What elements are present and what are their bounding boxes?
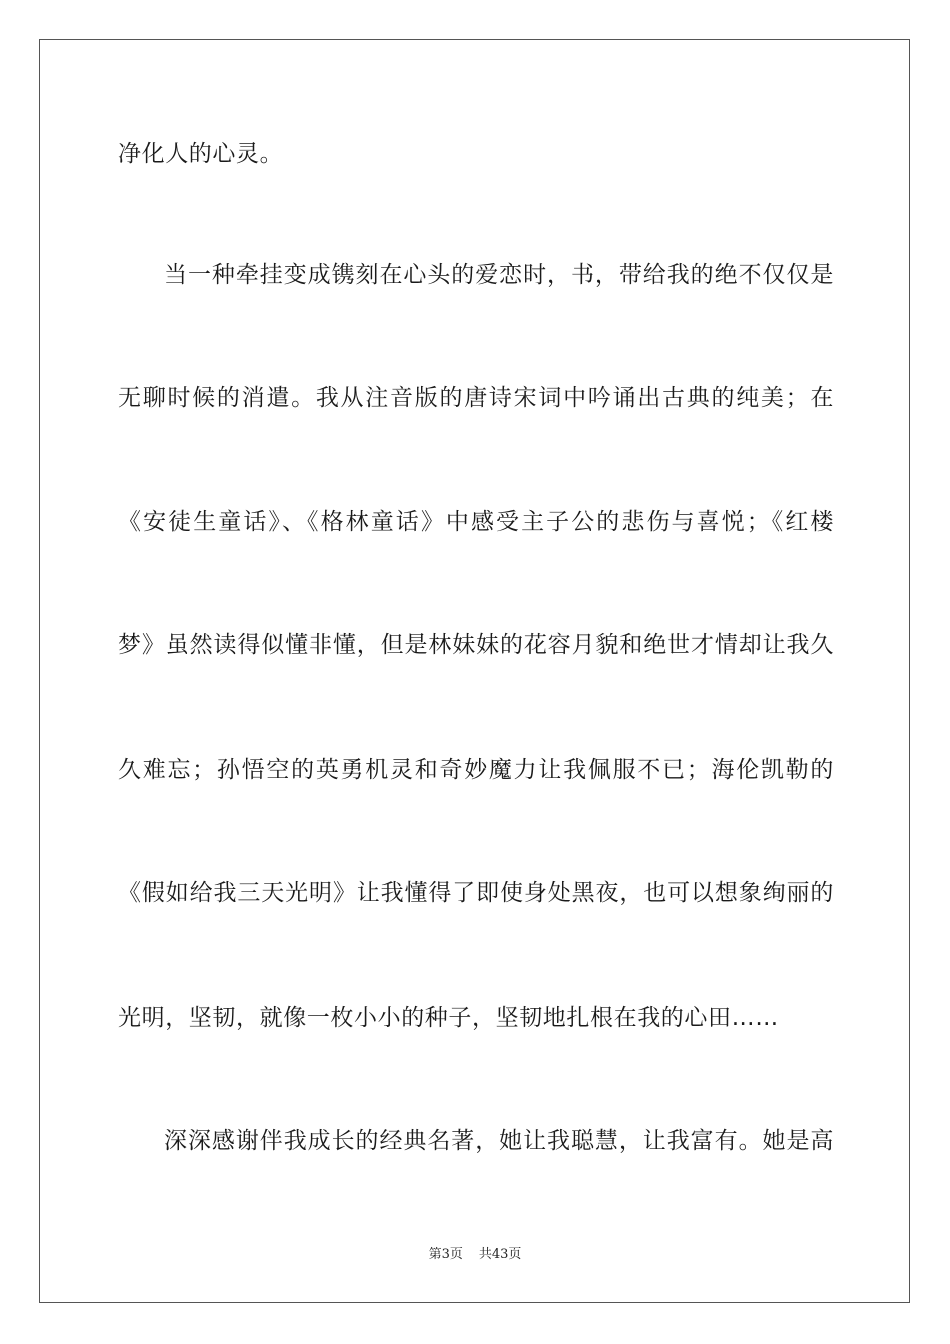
paragraph-line: 《假如给我三天光明》让我懂得了即使身处黑夜，也可以想象绚丽的 — [118, 880, 834, 906]
paragraph-line: 深深感谢伴我成长的经典名著，她让我聪慧，让我富有。她是高 — [164, 1128, 834, 1154]
paragraph-line: 光明，坚韧，就像一枚小小的种子，坚韧地扎根在我的心田…… — [118, 1005, 779, 1031]
paragraph-line: 当一种牵挂变成镌刻在心头的爱恋时，书，带给我的绝不仅仅是 — [164, 262, 834, 288]
paragraph-line: 梦》虽然读得似懂非懂，但是林妹妹的花容月貌和绝世才情却让我久 — [118, 632, 834, 658]
page-total: 共43页 — [478, 1247, 522, 1262]
paragraph-line: 久难忘；孙悟空的英勇机灵和奇妙魔力让我佩服不已；海伦凯勒的 — [118, 757, 834, 783]
paragraph-line: 净化人的心灵。 — [118, 141, 284, 167]
page-frame — [39, 39, 910, 1303]
paragraph-line: 《安徒生童话》、《格林童话》中感受主子公的悲伤与喜悦；《红楼 — [118, 509, 834, 535]
page-number: 第3页 — [428, 1247, 463, 1262]
paragraph-line: 无聊时候的消遣。我从注音版的唐诗宋词中吟诵出古典的纯美；在 — [118, 385, 834, 411]
page-footer — [0, 1246, 950, 1264]
